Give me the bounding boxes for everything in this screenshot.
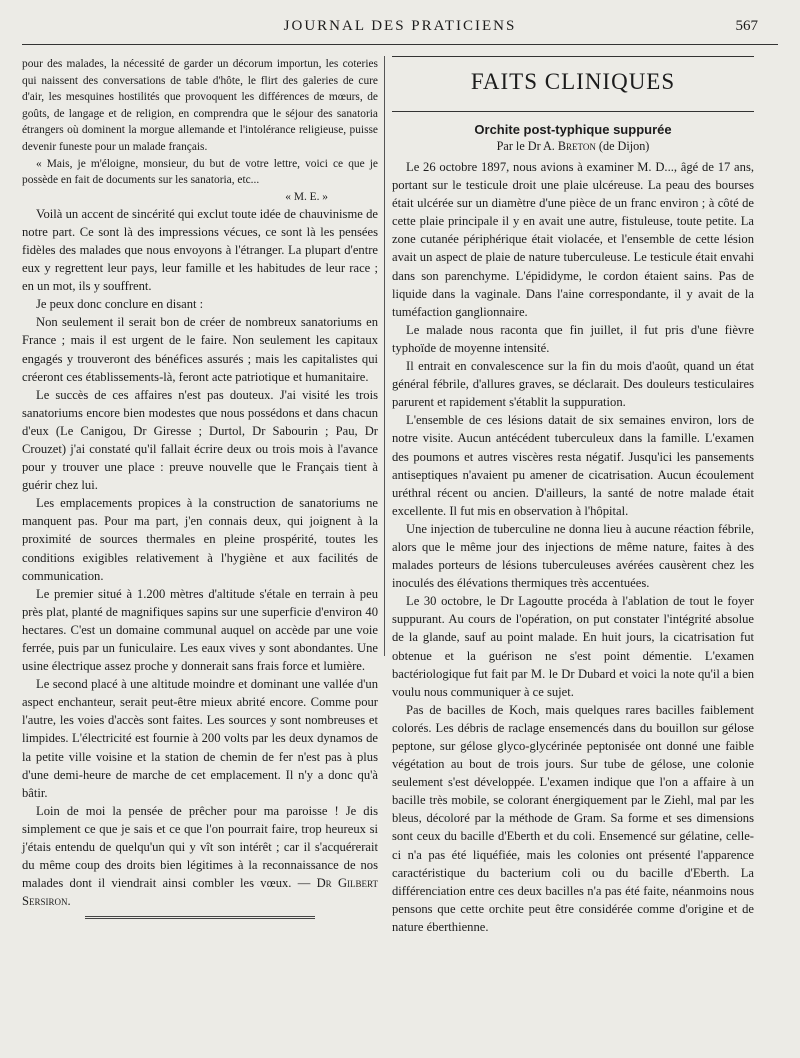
byline-name: Breton <box>557 139 596 153</box>
byline-suffix: (de Dijon) <box>598 139 650 153</box>
section-header <box>392 56 754 112</box>
journal-title: JOURNAL DES PRATICIENS <box>283 18 517 34</box>
running-header <box>20 18 780 40</box>
body-paragraph: Il entrait en convalescence sur la fin du mois d'août, quand un état général fébrile, d'allures graves, se déclarait. Des douleurs testiculaires parurent et rapidement s'établit la suppuration. <box>392 359 754 410</box>
left-column <box>22 56 378 919</box>
body-paragraph: Les emplacements propices à la construction de sanatoriums ne manquent pas. Pour ma part, j'en connais deux, qui joignent à la proximité de sources thermales en pleine prospérité, toutes les conditions exigibles relativement à l'hygiène et aux facilités de communication. <box>22 496 378 583</box>
body-paragraph: Le premier situé à 1.200 mètres d'altitude s'étale en terrain à peu près plat, planté de magnifiques sapins sur une superficie d'environ 40 hectares. C'est un domaine communal auquel on accède par une voie ferrée, puis par un funiculaire. Les eaux vives y sont abondantes. Une usine électrique assez proche y donnerait sans frais force et lumière. <box>22 586 378 674</box>
final-paragraph-text: Loin de moi la pensée de prêcher pour ma paroisse ! Je dis simplement ce que je sais et ce que l'on pourrait faire, trop heureux si j'étais entendu de quelqu'un qui y vît son intérêt ; car il s'acquérerait du même coup des droits bien légitimes à la reconnaissance de nos malades dont il viendrait ainsi combler les vœux. — <box>22 803 378 891</box>
section-title: FAITS CLINIQUES <box>470 69 676 94</box>
body-paragraph: Le 30 octobre, le Dr Lagoutte procéda à l'ablation de tout le foyer suppurant. Au cours de l'opération, on put constater l'intégrité absolue de la glande, sauf au point malade. En huit jours, la cicatrisation fut obtenue et la guérison ne s'est point démentie. L'examen bactériologique fut fait par M. le Dr Dubard et voici la note qu'il a bien voulu nous communiquer à ce sujet. <box>392 594 754 699</box>
body-paragraph: Non seulement il serait bon de créer de nombreux sanatoriums en France ; mais il est urgent de le faire. Non seulement les capitaux engagés y trouveront des bénéfices assurés ; mais les capitalistes qui créeront ces établissements-là, feront acte patriotique et humanitaire. <box>22 315 378 384</box>
body-paragraph: Pas de bacilles de Koch, mais quelques rares bacilles faiblement colorés. Les débris de raclage ensemencés dans du bouillon sur gélose peptone, sur gélose glyco-glycérinée peptonisée ont donné une faible végétation au bout de trois jours. Sur tube de gélose, une colonie seulement s'est développée. L'examen indique que l'on a affaire à un bacille très mobile, se colorant énergiquement par le Ziehl, mal par les bleus, décoloré par la méthode de Gram. Sa forme et ses dimensions sont ceux du bacille d'Eberth et du coli. Ensemencé sur gélatine, celle-ci n'a pas été liquéfiée, mais les colonies ont présenté l'apparence caractéristique du bacterium coli ou du bacille d'Eberth. La différenciation entre ces deux bacilles n'a pas été faite, néanmoins nous pensons que cette orchite peut être considérée comme d'origine et de nature éberthienne. <box>392 702 754 934</box>
article-byline <box>392 139 754 154</box>
body-paragraph: L'ensemble de ces lésions datait de six semaines environ, lors de notre visite. Aucun antécédent tuberculeux dans la famille. L'examen des poumons et autres viscères resta négatif. Jusqu'ici les pansements antiseptiques n'avaient pu amener de cicatrisation. Aucun écoulement uréthral récent ou ancien. D'ailleurs, la santé de notre malade était excellente. Il fut mis en observation à l'hôpital. <box>392 413 754 518</box>
letter-paragraph: pour des malades, la nécessité de garder un décorum importun, les coteries qui naissent des conversations de table d'hôte, le flirt des galeries de cure d'air, les mesquines hostilités que provoquent les différences de mœurs, de goûts, de langage et de religion, en comprendra que le séjour des sanatoria étrangers où dominent la morgue allemande et l'intolérance religieuse, puisse devenir funeste pour un malade français. <box>22 58 378 153</box>
page-number: 567 <box>735 18 758 34</box>
body-paragraph: Le second placé à une altitude moindre et dominant une vallée d'un aspect enchanteur, serait peut-être mieux abrité encore. Comme pour l'autre, les voies d'accès sont faites. Les sources y sont nombreuses et limpides. L'électricité est fournie à 200 volts par les deux dynamos de la petite ville voisine et la station de chemin de fer n'est pas à plus d'une demi-heure de marche de cet emplacement. Il n'y a donc qu'à bâtir. <box>22 677 378 800</box>
article-title: Orchite post-typhique suppurée <box>474 122 672 137</box>
byline-prefix: Par le Dr A. <box>496 139 555 153</box>
column-divider <box>384 56 385 656</box>
body-paragraph: Le malade nous raconta que fin juillet, il fut pris d'une fièvre typhoïde de moyenne intensité. <box>392 322 754 355</box>
body-paragraph: Le 26 octobre 1897, nous avions à examiner M. D..., âgé de 17 ans, portant sur le testicule droit une plaie ulcéreuse. La peau des bourses était ulcérée sur un diamètre d'une pièce de un franc environ ; à côté de cette plaie principale il y en avait une autre, fistuleuse, toute petite. La zone cutanée périphérique était violacée, et l'ensemble de cette lésion avait un aspect de plaie de nature tuberculeuse. Le testicule était envahi dans son parenchyme. L'épididyme, le cordon étaient sains. Pas de liquide dans la vaginale. Dans l'aine correspondante, il y avait de la tuméfaction ganglionnaire. <box>392 160 754 319</box>
article-author: Dr Gilbert Sersiron. <box>22 876 378 909</box>
header-rule <box>22 44 778 45</box>
body-paragraph: Voilà un accent de sincérité qui exclut toute idée de chauvinisme de notre part. Ce sont là des impressions vécues, ce sont là les pensées fidèles des malades que nous envoyons à l'étranger. La plupart d'entre eux y regrettent leur pays, leur famille et les habitudes de leur race ; en un mot, ils y souffrent. <box>22 206 378 294</box>
body-paragraph-final <box>22 802 378 911</box>
letter-paragraph: « Mais, je m'éloigne, monsieur, du but de votre lettre, voici ce que je possède en fait de documents sur les sanatoria, etc... <box>22 157 378 187</box>
body-paragraph: Le succès de ces affaires n'est pas douteux. J'ai visité les trois sanatoriums encore bien modestes que nous possédons et dans chacun d'eux (Le Canigou, Dr Giresse ; Durtol, Dr Sabourin ; Pau, Dr Crouzet) j'ai constaté qu'il fallait écrire deux ou trois mois à l'avance pour y trouver une place : preuve nouvelle que le Français tient à guérir chez lui. <box>22 387 378 493</box>
letter-signature: « M. E. » <box>285 190 328 203</box>
right-column <box>392 56 754 936</box>
body-paragraph: Une injection de tuberculine ne donna lieu à aucune réaction fébrile, alors que le même jour des injections de même nature, faites à des malades porteurs de lésions tuberculeuses avérées causèrent chez les inoculés des élévations thermiques très accentuées. <box>392 521 754 591</box>
end-rule <box>85 916 315 919</box>
body-paragraph: Je peux donc conclure en disant : <box>36 297 204 312</box>
